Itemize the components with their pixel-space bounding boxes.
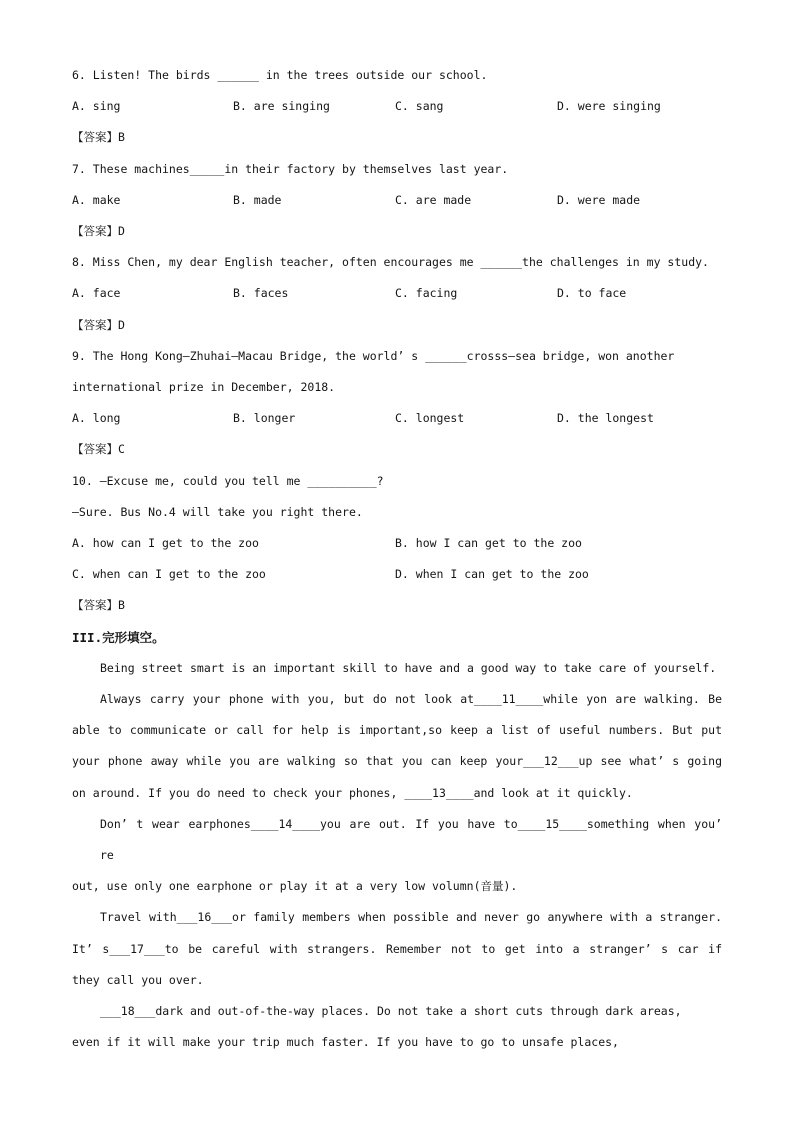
cloze-line: Don’ t wear earphones____14____you are out. If you have to____15____something when you’ re [100, 816, 722, 863]
option-c: C. longest [395, 411, 465, 426]
answer-line: 【答案】B [72, 130, 125, 145]
option-a: A. sing [72, 99, 121, 114]
cloze-line: Being street smart is an important skill to have and a good way to take care of yourself. [100, 660, 717, 675]
option-c: C. are made [395, 192, 472, 207]
cloze-line: ___18___dark and out-of-the-way places. Do not take a short cuts through dark areas, [100, 1004, 682, 1019]
cloze-line: on around. If you do need to check your phones, ____13____and look at it quickly. [72, 785, 633, 800]
option-d: D. the longest [557, 411, 654, 426]
question-text: 8. Miss Chen, my dear English teacher, often encourages me ______the challenges in my study. [72, 255, 709, 270]
option-a: A. how can I get to the zoo [72, 536, 259, 551]
cloze-line: It’ s___17___to be careful with strangers. Remember not to get into a stranger’ s car if [72, 941, 722, 956]
option-d: D. were singing [557, 99, 661, 114]
answer-line: 【答案】B [72, 598, 125, 613]
option-d: D. were made [557, 192, 641, 207]
option-b: B. faces [233, 286, 289, 301]
option-a: A. face [72, 286, 121, 301]
question-text: 10. —Excuse me, could you tell me __________? [72, 473, 384, 488]
cloze-line: Travel with___16___or family members when possible and never go anywhere with a stranger. [100, 910, 722, 925]
question-text-continued: international prize in December, 2018. [72, 380, 336, 395]
cloze-line: even if it will make your trip much faster. If you have to go to unsafe places, [72, 1035, 619, 1050]
options-row [72, 403, 722, 434]
cloze-line: out, use only one earphone or play it at a very low volumn(音量). [72, 879, 518, 894]
answer-line: 【答案】D [72, 224, 125, 239]
question-10 [72, 466, 722, 622]
option-c: C. facing [395, 286, 458, 301]
options-row [72, 278, 722, 309]
option-b: B. are singing [233, 99, 330, 114]
cloze-line: Always carry your phone with you, but do not look at____11____while yon are walking. Be [100, 692, 722, 707]
options-row-1 [72, 528, 722, 559]
question-text: 6. Listen! The birds ______ in the trees outside our school. [72, 68, 488, 82]
question-text: 7. These machines_____in their factory by themselves last year. [72, 161, 509, 176]
cloze-line: they call you over. [72, 972, 204, 987]
question-8 [72, 247, 722, 341]
cloze-section [72, 622, 722, 1059]
question-9 [72, 341, 722, 466]
answer-line: 【答案】C [72, 442, 125, 457]
option-d: D. when I can get to the zoo [395, 567, 589, 582]
question-text: 9. The Hong Kong—Zhuhai—Macau Bridge, the world’ s ______crosss—sea bridge, won another [72, 348, 675, 363]
answer-line: 【答案】D [72, 317, 125, 332]
options-row [72, 91, 722, 122]
question-7 [72, 154, 722, 248]
option-a: A. make [72, 192, 121, 207]
question-text-reply: —Sure. Bus No.4 will take you right there. [72, 504, 363, 519]
question-6 [72, 60, 722, 154]
option-b: B. longer [233, 411, 296, 426]
options-row [72, 185, 722, 216]
option-c: C. when can I get to the zoo [72, 567, 266, 582]
option-b: B. how I can get to the zoo [395, 536, 582, 551]
cloze-line: able to communicate or call for help is important,so keep a list of useful numbers. But put [72, 723, 722, 738]
options-row-2 [72, 559, 722, 590]
option-c: C. sang [395, 99, 444, 114]
option-d: D. to face [557, 286, 627, 301]
section-heading: III.完形填空。 [72, 629, 165, 645]
option-a: A. long [72, 411, 121, 426]
cloze-line: your phone away while you are walking so that you can keep your___12___up see what’ s going [72, 754, 722, 769]
option-b: B. made [233, 192, 282, 207]
